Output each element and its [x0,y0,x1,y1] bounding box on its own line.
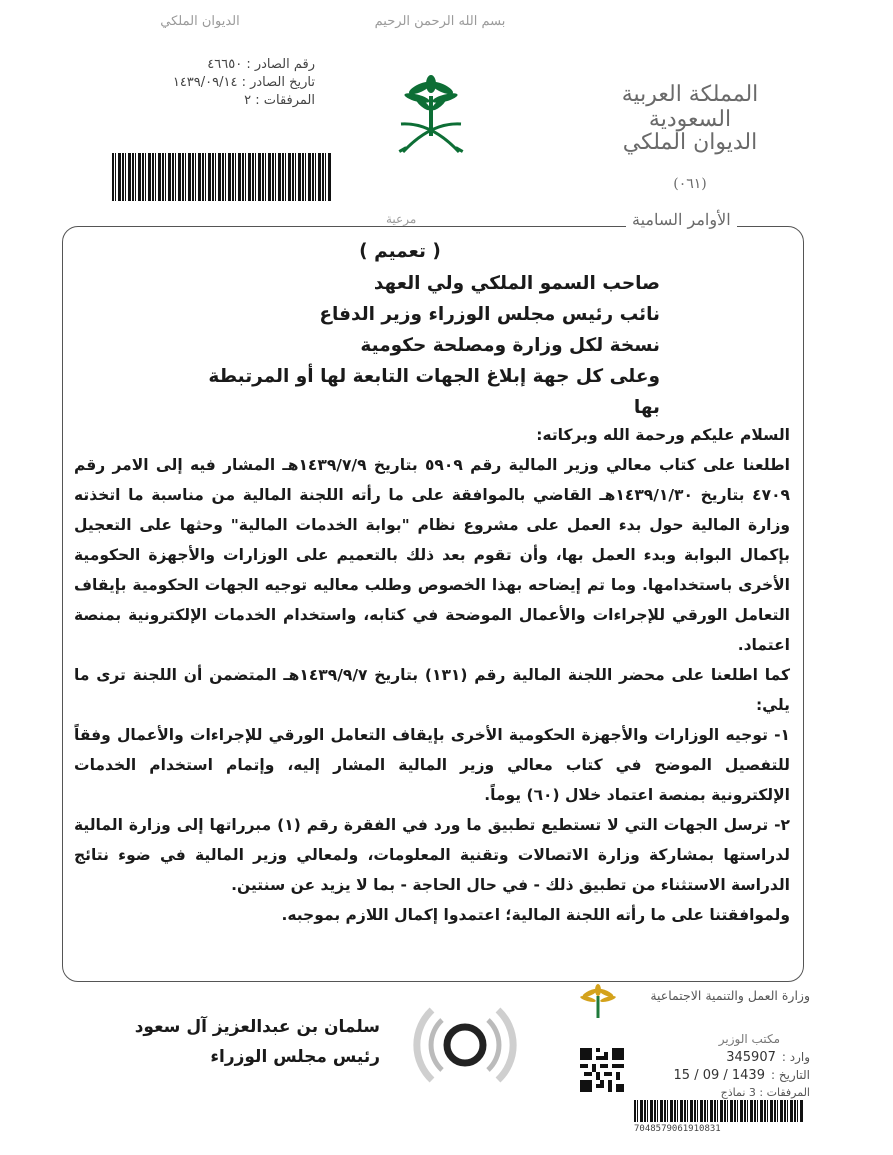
attachments-count: المرفقات : ٢ [244,93,315,108]
stamp-barcode-number: 7048579061910831 [634,1124,721,1134]
stamp-attachments: المرفقات : 3 نماذج [720,1086,810,1099]
incoming-label: وارد : [781,1050,810,1064]
section-label: الأوامر السامية [626,210,737,229]
closing-paragraph: ولموافقتنا على ما رأته اللجنة المالية؛ اعتمدوا إكمال اللازم بموجبه. [281,906,790,924]
qr-code-icon [580,1048,624,1092]
classification-label: مرعية [380,212,422,226]
office-name: مكتب الوزير [718,1032,780,1046]
stamp-date-value: 15 / 09 / 1439 [673,1068,765,1083]
circular-label: ( تعميم ) [359,241,441,262]
stamp-date-label: التاريخ : [770,1068,810,1082]
greeting: السلام عليكم ورحمة الله وبركاته: [536,426,790,444]
issue-number: رقم الصادر : ٤٦٦٥٠ [207,57,315,72]
body-paragraph: ١- توجيه الوزارات والأجهزة الحكومية الأخرى بإيقاف التعامل الورقي للإجراءات والأعمال وفقاً للتفصيل الموضح في كتاب معالي وزير المالية المشار إليه، وإتمام استخدام الخدمات الإلكترونية بمنصة اعتماد خلال (٦٠) يوماً. [74,726,790,804]
addressee-line: وعلى كل جهة إبلاغ الجهات التابعة لها أو المرتبطة بها [208,366,660,418]
saudi-emblem-icon [393,72,469,164]
body-paragraph: ٢- ترسل الجهات التي لا تستطيع تطبيق ما ورد في الفقرة رقم (١) مبرراتها إلى وزارة المالية لدراستها بمشاركة وزارة الاتصالات وتقنية المعلومات، ولمعالي وزير المالية في ضوء نتائج الدراسة الاستثناء من تطبيق ذلك - في حال الحاجة - بما لا يزيد عن سنتين. [74,816,790,894]
issue-barcode [112,153,332,201]
letter-body [74,420,790,930]
issue-meta [100,56,315,110]
diwan-title: الديوان الملكي [622,130,758,155]
stamp-barcode [634,1100,804,1122]
addressee-line: نائب رئيس مجلس الوزراء وزير الدفاع [319,304,660,325]
body-paragraph: كما اطلعنا على محضر اللجنة المالية رقم (١٣١) بتاريخ ١٤٣٩/٩/٧هـ المتضمن أن اللجنة ترى ما يلي: [74,666,790,714]
addressee-block [180,268,660,423]
issue-date: تاريخ الصادر : ١٤٣٩/٠٩/١٤ [172,75,315,90]
body-paragraph: اطلعنا على كتاب معالي وزير المالية رقم ٥٩٠٩ بتاريخ ١٤٣٩/٧/٩هـ المشار فيه إلى الامر رقم ٤٧٠٩ بتاريخ ١٤٣٩/١/٣٠هـ القاضي بالموافقة على ما رأته اللجنة المالية من مناسبة ما اتخذته وزارة المالية حول بدء العمل على مشروع نظام "بوابة الخدمات المالية" وحثها على التعجيل بإكمال البوابة وبدء العمل بها، وأن تقوم بعد ذلك بالتعميم على الوزارات والأجهزة الحكومية الأخرى باستخدامها. وما تم إيضاحه بهذا الخصوص وطلب معاليه توجيه الجهات الحكومية بإيقاف التعامل الورقي للإجراءات والأعمال الموضحة في كتابه، واستخدام الخدمات الإلكترونية بمنصة اعتماد. [74,456,790,654]
addressee-line: صاحب السمو الملكي ولي العهد [373,273,660,294]
stamp-date-row [630,1068,810,1083]
seal-icon [410,990,520,1100]
diwan-top-label: الديوان الملكي [160,14,240,29]
incoming-row [630,1050,810,1065]
signatory-name: سلمان بن عبدالعزيز آل سعود [134,1017,380,1037]
signature-block [110,1012,380,1072]
office-code: (٠٦١) [673,176,707,192]
addressee-line: نسخة لكل وزارة ومصلحة حكومية [360,335,660,356]
kingdom-title: المملكة العربية السعودية [621,82,759,132]
ministry-name: وزارة العمل والتنمية الاجتماعية [650,988,810,1003]
signatory-title: رئيس مجلس الوزراء [210,1047,380,1067]
incoming-number: 345907 [726,1050,776,1065]
basmala: بسم الله الرحمن الرحيم [374,14,506,29]
palm-icon [578,982,618,1022]
